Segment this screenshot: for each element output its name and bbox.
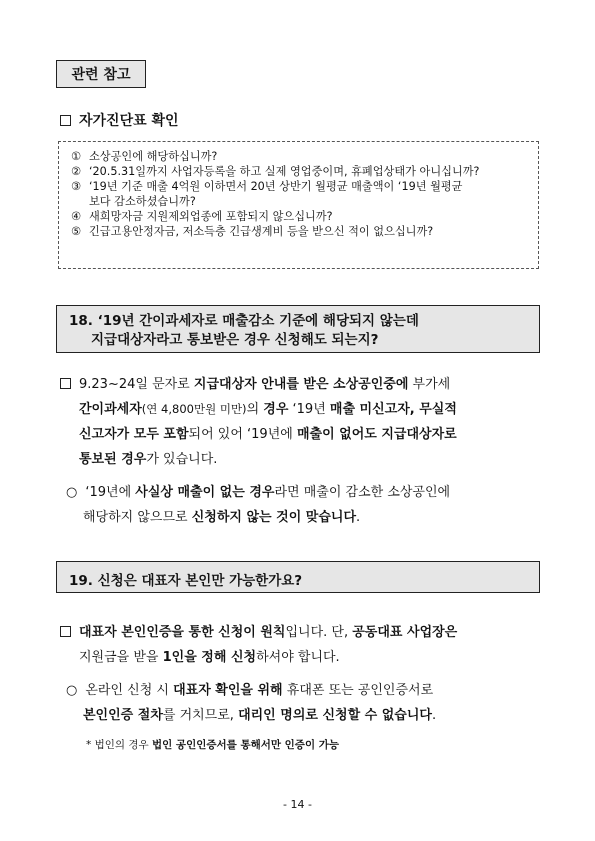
question-19: 19. 신청은 대표자 본인만 가능한가요? bbox=[56, 561, 540, 593]
checklist-item: ④ 새희망자금 지원제외업종에 포함되지 않으십니까? bbox=[71, 210, 333, 223]
square-bullet-icon bbox=[60, 626, 71, 637]
checklist-item: ② ‘20.5.31일까지 사업자등록을 하고 실제 영업중이며, 휴폐업상태가 아니십니까? bbox=[71, 165, 480, 178]
answer-18-sub: ○ ‘19년에 사실상 매출이 없는 경우라면 매출이 감소한 소상공인에 해당하지 않으므로 신청하지 않는 것이 맞습니다. bbox=[66, 485, 451, 525]
answer-19-sub: ○ 온라인 신청 시 대표자 확인을 위해 휴대폰 또는 공인인증서로 본인인증 절차를 거치므로, 대리인 명의로 신청할 수 없습니다. bbox=[66, 683, 437, 723]
checklist-heading: 자가진단표 확인 bbox=[60, 110, 179, 130]
question-18: 18. ‘19년 간이과세자로 매출감소 기준에 해당되지 않는데 지급대상자라고 통보받은 경우 신청해도 되는지? bbox=[56, 305, 540, 353]
circle-bullet-icon: ○ bbox=[66, 683, 78, 698]
checklist-item: ⑤ 긴급고용안정자금, 저소득층 긴급생계비 등을 받으신 적이 없으십니까? bbox=[71, 225, 434, 238]
square-bullet-icon bbox=[60, 115, 71, 126]
page-number: - 14 - bbox=[283, 798, 312, 811]
reference-label: 관련 참고 bbox=[56, 60, 146, 88]
checklist-item: ③ ‘19년 기준 매출 4억원 이하면서 20년 상반기 월평균 매출액이 ‘19년 월평균 bbox=[71, 180, 463, 193]
answer-18: 9.23~24일 문자로 지급대상자 안내를 받은 소상공인중에 부가세 간이과세자(연 4,800만원 미만)의 경우 ‘19년 매출 미신고자, 무실적 신고자가 모두 포함되어 있어 ‘19년에 매출이 없어도 지급대상자로 통보된 경우가 있습니다. bbox=[60, 372, 457, 472]
footnote: * 법인의 경우 법인 공인인증서를 통해서만 인증이 가능 bbox=[86, 739, 340, 751]
answer-19: 대표자 본인인증을 통한 신청이 원칙입니다. 단, 공동대표 사업장은 지원금을 받을 1인을 정해 신청하셔야 합니다. bbox=[60, 620, 457, 670]
square-bullet-icon bbox=[60, 378, 71, 389]
circle-bullet-icon: ○ bbox=[66, 485, 78, 500]
checklist-item: ① 소상공인에 해당하십니까? bbox=[71, 150, 218, 163]
self-check-list bbox=[58, 141, 539, 269]
checklist-item-continuation: 보다 감소하셨습니까? bbox=[89, 195, 196, 208]
